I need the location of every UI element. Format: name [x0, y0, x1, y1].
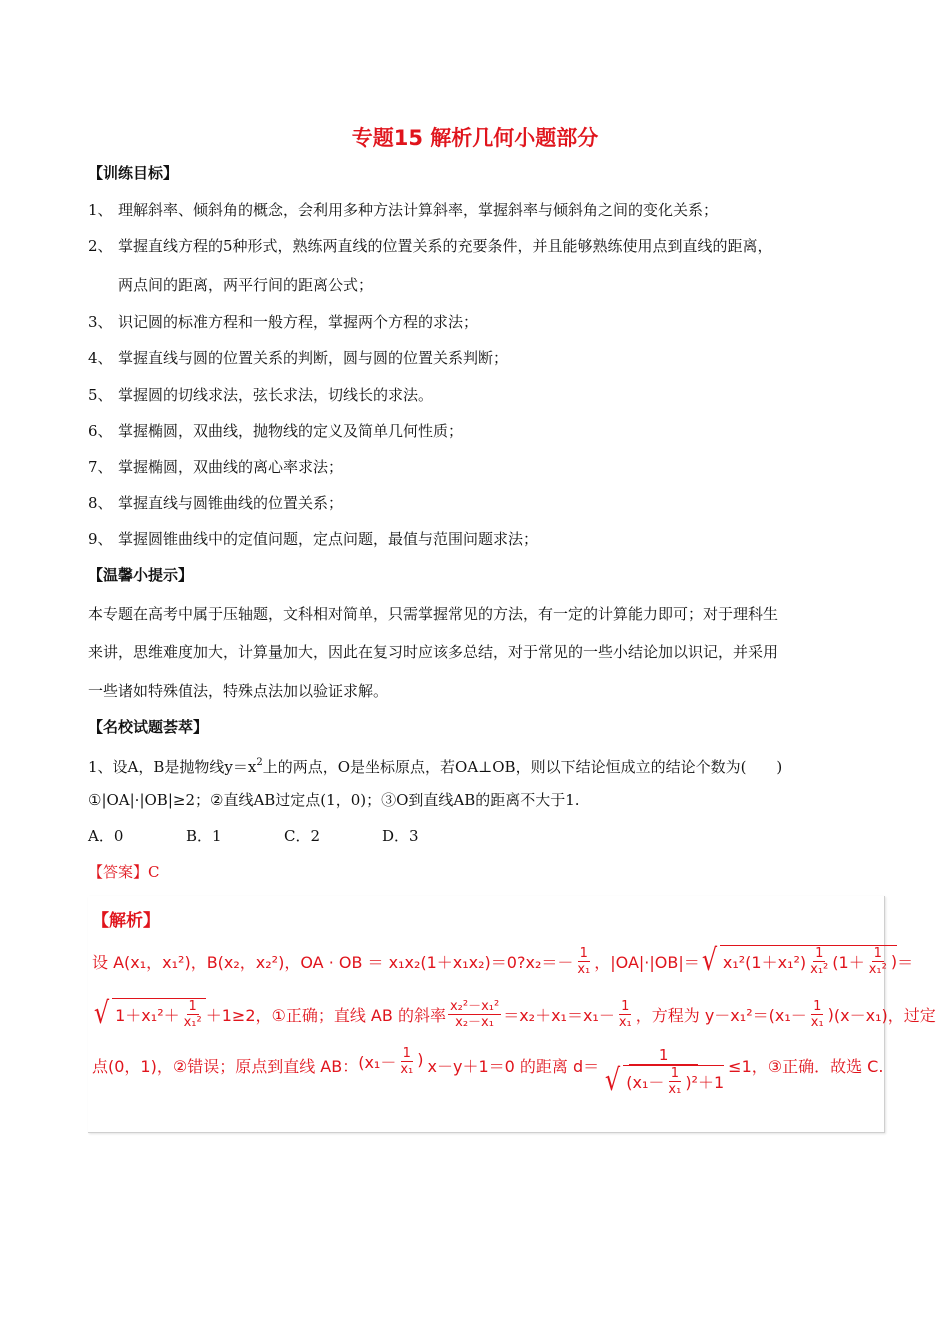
denominator: x₂－x₁: [455, 1014, 494, 1030]
goals-heading: 【训练目标】: [88, 164, 179, 182]
goal-text: 掌握圆的切线求法，弦长求法，切线长的求法。: [118, 386, 434, 404]
analysis-line-3: [92, 1046, 883, 1097]
goal-num: 1、: [88, 201, 113, 219]
numerator: 1: [402, 1046, 411, 1061]
radicand: [623, 1065, 724, 1097]
denominator: [603, 1065, 724, 1097]
option-a: A．0: [88, 827, 124, 845]
goal-item: [88, 200, 718, 220]
goal-item: [88, 312, 478, 332]
tips-line: 本专题在高考中属于压轴题，文科相对简单，只需掌握常见的方法，有一定的计算能力即可；对于理科生: [88, 605, 779, 623]
fraction: [182, 999, 204, 1030]
denominator: x₁: [668, 1082, 682, 1097]
analysis-text: (1＋: [832, 953, 865, 972]
goal-item: [88, 236, 773, 256]
option-d: D．3: [382, 827, 419, 845]
goal-text: 掌握直线方程的5种形式，熟练两直线的位置关系的充要条件，并且能够熟练使用点到直线的距离，: [118, 237, 773, 255]
distance-fraction: [603, 1046, 724, 1097]
goal-num: 8、: [88, 494, 113, 512]
analysis-text: ，方程为 y－x₁²＝: [635, 1005, 769, 1025]
goal-num: 7、: [88, 458, 113, 476]
fraction: [398, 1046, 415, 1077]
goal-text: 掌握直线与圆锥曲线的位置关系；: [118, 494, 344, 512]
fraction: [666, 1066, 683, 1097]
analysis-text: ＋1≥2，①正确；直线 AB 的斜率: [205, 1005, 446, 1025]
denominator: x₁: [400, 1062, 414, 1077]
fraction: [617, 999, 634, 1030]
goal-text: 理解斜率、倾斜角的概念，会利用多种方法计算斜率，掌握斜率与倾斜角之间的变化关系；: [118, 201, 719, 219]
radicand: [720, 945, 897, 977]
fraction: [448, 999, 501, 1030]
radicand: [112, 998, 206, 1030]
answer-options: [88, 826, 480, 846]
analysis-text: ): [827, 1004, 834, 1024]
denominator: x₁²: [810, 962, 829, 977]
analysis-text: (x₁－: [358, 1053, 397, 1072]
analysis-text: (x₁－: [768, 1005, 807, 1025]
numerator: 1: [813, 998, 822, 1014]
goal-num: 6、: [88, 422, 113, 440]
radical-sign: √: [605, 1063, 621, 1098]
numerator: 1: [629, 1046, 699, 1065]
goal-text: 识记圆的标准方程和一般方程，掌握两个方程的求法；: [118, 313, 479, 331]
fraction: [867, 946, 889, 977]
goal-item: [88, 348, 508, 368]
analysis-text: )²＋1: [685, 1073, 725, 1092]
question-1: [88, 753, 782, 777]
goal-text: 掌握直线与圆的位置关系的判断，圆与圆的位置关系判断；: [118, 349, 509, 367]
goal-num: 5、: [88, 386, 113, 404]
question-text: 上的两点，O是坐标原点，若OA⊥OB，则以下结论恒成立的结论个数为( ): [262, 758, 783, 776]
numerator: 1: [873, 946, 882, 961]
tips-line: 一些诸如特殊值法，特殊点法加以验证求解。: [88, 682, 389, 700]
denominator: x₁: [577, 961, 591, 977]
goal-text: 掌握圆锥曲线中的定值问题，定点问题，最值与范围问题求法；: [118, 530, 539, 548]
goal-item: [88, 457, 343, 477]
goal-item: [88, 529, 538, 549]
goal-item: [88, 493, 343, 513]
analysis-text: (x₁－: [626, 1073, 665, 1092]
numerator: 1: [621, 998, 630, 1014]
analysis-text: x₁²(1＋x₁²): [722, 953, 807, 972]
fraction: [575, 946, 592, 977]
numerator: 1: [188, 999, 197, 1014]
denominator: x₁²: [868, 962, 887, 977]
goal-item: [88, 421, 463, 441]
analysis-text: 1＋x₁²＋: [115, 1006, 180, 1025]
tips-heading: 【温馨小提示】: [88, 566, 194, 584]
page-title: 专题15 解析几何小题部分: [351, 126, 599, 150]
numerator: 1: [579, 945, 588, 961]
answer-line: 【答案】C: [88, 863, 160, 881]
superscript: 2: [256, 757, 263, 768]
analysis-text: 点(0，1)，②错误；原点到直线 AB：: [92, 1057, 359, 1076]
fraction: [808, 946, 830, 977]
goal-item-continuation: 两点间的距离，两平行间的距离公式；: [118, 276, 374, 294]
goal-num: 3、: [88, 313, 113, 331]
analysis-heading: 【解析】: [92, 911, 160, 931]
analysis-text: ，|OA|·|OB|＝: [594, 952, 700, 972]
analysis-text: ＝x₂＋x₁＝x₁－: [503, 1005, 615, 1025]
option-b: B．1: [186, 827, 222, 845]
goal-item: [88, 385, 433, 405]
goal-num: 2、: [88, 237, 113, 255]
analysis-line-2: [92, 998, 936, 1030]
analysis-line-1: 设 A(x₁，x₁²)，B(x₂，x₂²)， OA · OB ＝ x₁x₂(1＋x₁x₂)＝0?x₂＝－ $\frac{1}{\text{x₁}}$ ，|OA|·|OB|＝ √ x₁²(1＋x₁²) $\frac{1}{\text{x₁²}}$ (1＋ $\frac{1}{\text{x₁²}}$ ) ＝: [92, 943, 914, 978]
tips-line: 来讲，思维难度加大，计算量加大，因此在复习时应该多总结，对于常见的一些小结论加以识记，并采用: [88, 643, 779, 661]
numerator: 1: [670, 1066, 679, 1081]
goal-text: 掌握椭圆，双曲线，抛物线的定义及简单几何性质；: [118, 422, 464, 440]
denominator: x₁: [618, 1014, 632, 1030]
denominator: x₁²: [183, 1015, 202, 1030]
goal-text: 掌握椭圆，双曲线的离心率求法；: [118, 458, 344, 476]
analysis-text: (x－x₁)，过定: [833, 1005, 936, 1025]
analysis-text: OA · OB ＝ x₁x₂(1＋x₁x₂)＝0?x₂＝－: [300, 952, 574, 972]
denominator: x₁: [810, 1014, 824, 1030]
analysis-text: ): [890, 952, 898, 971]
exam-heading: 【名校试题荟萃】: [88, 718, 209, 736]
analysis-text: ): [417, 1050, 424, 1069]
analysis-text: x－y＋1＝0 的距离 d＝: [427, 1057, 600, 1076]
fraction: [809, 999, 826, 1030]
radical-sign: √: [93, 996, 110, 1031]
question-statements: ①|OA|·|OB|≥2；②直线AB过定点(1，0)；③O到直线AB的距离不大于1.: [88, 791, 580, 809]
option-c: C．2: [284, 827, 321, 845]
goal-num: 4、: [88, 349, 113, 367]
radical-sign: √: [701, 943, 717, 978]
numerator: x₂²－x₁²: [449, 998, 500, 1014]
numerator: 1: [815, 946, 824, 961]
goal-num: 9、: [88, 530, 113, 548]
question-text: 1、设A，B是抛物线y＝x: [88, 758, 257, 776]
analysis-text: 设 A(x₁，x₁²)，B(x₂，x₂²)，: [92, 952, 301, 972]
analysis-text: ≤1，③正确．故选 C.: [728, 1057, 884, 1076]
